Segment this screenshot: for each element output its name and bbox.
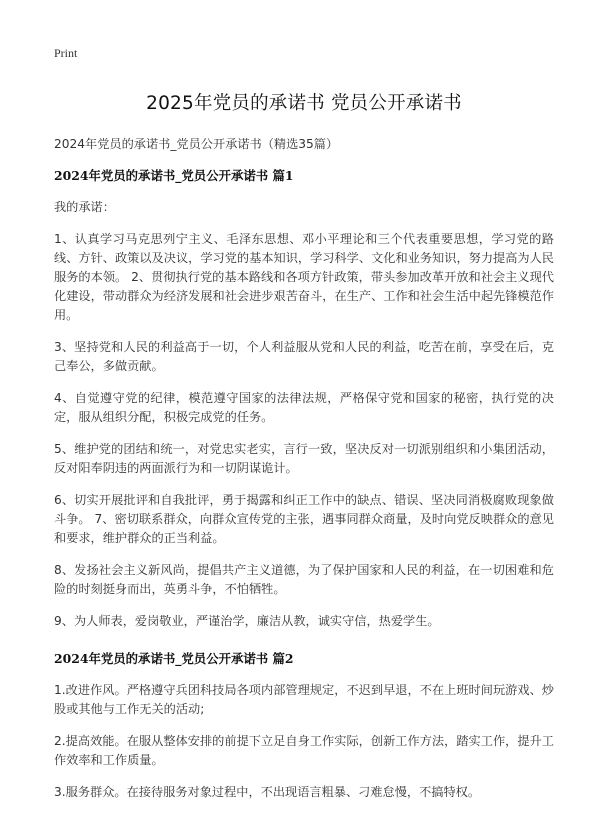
section-2-paragraph: 1.改进作风。严格遵守兵团科技局各项内部管理规定，不迟到早退，不在上班时间玩游戏、炒股或其他与工作无关的活动; bbox=[54, 683, 554, 716]
section-1-paragraph: 9、为人师表，爱岗敬业，严谨治学，廉洁从教，诚实守信，热爱学生。 bbox=[54, 614, 440, 628]
section-1-paragraph: 3、坚持党和人民的利益高于一切，个人利益服从党和人民的利益，吃苦在前，享受在后，克己奉公，多做贡献。 bbox=[54, 340, 554, 373]
section-1-paragraph: 5、维护党的团结和统一，对党忠实老实，言行一致，坚决反对一切派别组织和小集团活动，反对阳奉阴违的两面派行为和一切阴谋诡计。 bbox=[54, 442, 554, 475]
print-link[interactable]: Print bbox=[54, 46, 78, 60]
section-2-heading: 2024年党员的承诺书_党员公开承诺书 篇2 bbox=[54, 651, 294, 666]
section-1-paragraph: 4、自觉遵守党的纪律，模范遵守国家的法律法规，严格保守党和国家的秘密，执行党的决定，服从组织分配，积极完成党的任务。 bbox=[54, 391, 554, 424]
document-subtitle: 2024年党员的承诺书_党员公开承诺书（精选35篇） bbox=[54, 137, 339, 151]
section-1-paragraph: 我的承诺： bbox=[54, 200, 115, 214]
section-2-paragraph: 3.服务群众。在接待服务对象过程中，不出现语言粗暴、刁难怠慢，不搞特权。 bbox=[54, 785, 481, 799]
section-2-paragraph: 2.提高效能。在服从整体安排的前提下立足自身工作实际，创新工作方法，踏实工作，提升工作效率和工作质量。 bbox=[54, 734, 554, 767]
document-title: 2025年党员的承诺书 党员公开承诺书 bbox=[146, 93, 462, 114]
section-1-heading: 2024年党员的承诺书_党员公开承诺书 篇1 bbox=[54, 168, 294, 183]
section-1-paragraph: 6、切实开展批评和自我批评，勇于揭露和纠正工作中的缺点、错误、坚决同消极腐败现象做斗争。 7、密切联系群众，向群众宣传党的主张，遇事同群众商量，及时向党反映群众的意见和要求，维护群众的正当利益。 bbox=[54, 493, 554, 545]
section-1-paragraph: 1、认真学习马克思列宁主义、毛泽东思想、邓小平理论和三个代表重要思想，学习党的路线、方针、政策以及决议，学习党的基本知识，学习科学、文化和业务知识，努力提高为人民服务的本领。 2、贯彻执行党的基本路线和各项方针政策，带头参加改革开放和社会主义现代化建设，带动群众为经济发展和社会进步艰苦奋斗，在生产、工作和社会生活中起先锋模范作用。 bbox=[54, 232, 554, 322]
section-1-paragraph: 8、发扬社会主义新风尚，提倡共产主义道德，为了保护国家和人民的利益，在一切困难和危险的时刻挺身而出，英勇斗争，不怕牺牲。 bbox=[54, 563, 554, 596]
